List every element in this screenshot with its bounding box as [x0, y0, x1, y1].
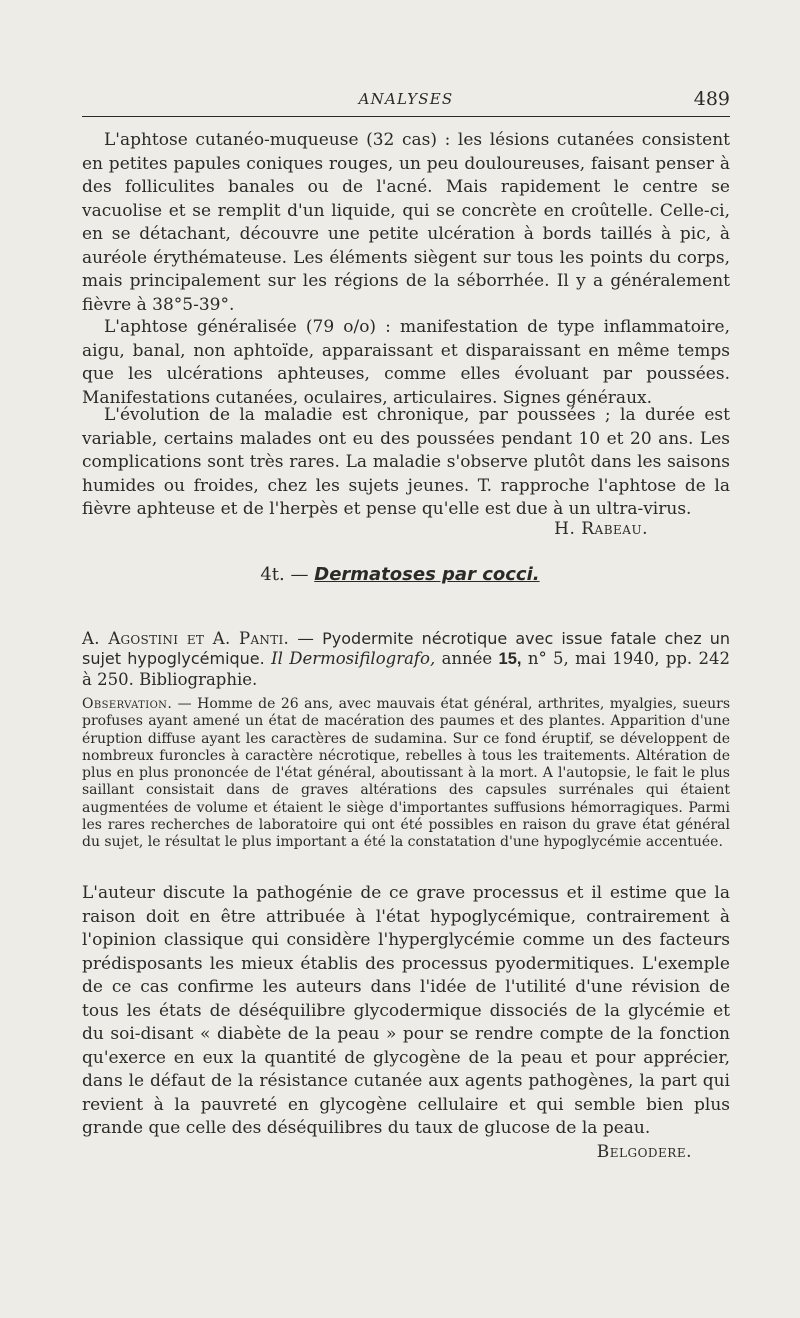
running-title: ANALYSES: [358, 90, 454, 108]
paragraph-aphtose-cutaneo-muqueuse: L'aphtose cutanéo-muqueuse (32 cas) : les lésions cutanées consistent en petites papules coniques rouges, un peu douloureuses, faisant penser à des folliculites banales ou de l'acné. Mais rapidement le centre se vacuolise et se remplit d'un liquide, qui se concrète en croûtelle. Celle-ci, en se détachant, découvre une petite ulcération à bords taillés à pic, à auréole érythémateuse. Les éléments siègent sur tous les points du corps, mais principalement sur les régions de la séborrhée. Il y a généralement fièvre à 38°5-39°.: [82, 130, 730, 315]
section-heading: [0, 564, 800, 585]
section-title: Dermatoses par cocci.: [314, 564, 540, 585]
reference-year-label: année: [441, 649, 493, 668]
paragraph-evolution: L'évolution de la maladie est chronique, par poussées ; la durée est variable, certains malades ont eu des poussées pendant 10 et 20 ans. Les complications sont très rares. La maladie s'observe plutôt dans les saisons humides ou froides, chez les sujets jeunes. T. rapproche l'aphtose de la fièvre aphteuse et de l'herpès et pense qu'elle est due à un ultra-virus.: [82, 405, 730, 519]
reference-authors: A. Agostini et A. Panti.: [82, 628, 290, 648]
signature-belgodere: Belgodere.: [596, 1141, 692, 1162]
reference-pages: pp. 242 à 250. Bibliographie.: [82, 649, 731, 689]
observation-text: — Homme de 26 ans, avec mauvais état général, arthrites, myalgies, sueurs profuses ayant amené un état de macération des paumes et des plantes. Apparition d'une éruption diffuse ayant les caractères de sudamina. Sur ce fond éruptif, se développent de nombreux furoncles à caractère nécrotique, rebelles à tous les traitements. Altération de plus en plus prononcée de l'état général, aboutissant à la mort. A l'autopsie, le fait le plus saillant consistait dans de graves altérations des capsules surrénales qui étaient augmentées de volume et étaient le siège d'importantes suffusions hémorragiques. Parmi les rares recherches de laboratoire qui ont été possibles en raison du grave état général du sujet, le résultat le plus important a été la constatation d'une hypoglycémie accentuée.: [82, 696, 730, 851]
section-dash: —: [290, 564, 309, 585]
page-header: [82, 88, 730, 112]
section-number: 4t.: [260, 564, 285, 585]
reference-volume: 15,: [498, 650, 522, 668]
observation-paragraph: [82, 696, 730, 852]
observation-lead: Observation.: [82, 696, 173, 712]
reference-dash: —: [297, 628, 314, 648]
paragraph-aphtose-generalisee: L'aphtose généralisée (79 o/o) : manifestation de type inflammatoire, aigu, banal, non aphtoïde, apparaissant et disparaissant en même temps que les ulcérations aphteuses, comme elles évoluant par poussées. Manifestations cutanées, oculaires, articulaires. Signes généraux.: [82, 317, 730, 408]
reference-article-title: Pyodermite nécrotique avec issue fatale chez un sujet hypoglycémique.: [82, 628, 731, 668]
reference-issue: n° 5, mai 1940,: [527, 649, 660, 668]
reference-journal: Il Dermosifilografo,: [271, 649, 436, 668]
bibliographic-reference: [82, 629, 730, 691]
page-number: 489: [693, 88, 730, 110]
header-rule: [82, 116, 730, 117]
discussion-paragraph: [82, 882, 730, 1164]
discussion-text: L'auteur discute la pathogénie de ce grave processus et il estime que la raison doit en être attribuée à l'état hypoglycémique, contrairement à l'opinion classique qui considère l'hyperglycémie comme un des facteurs prédisposants les mieux établis des processus pyodermitiques. L'exemple de ce cas confirme les auteurs dans l'idée de l'utilité d'une révision de tous les états de déséquilibre glycodermique dissociés de la glycémie et du soi-disant « diabète de la peau » pour se rendre compte de la fonction qu'exerce en eux la quantité de glycogène de la peau et pour apprécier, dans le défaut de la résistance cutanée aux agents pathogènes, la part qui revient à la pauvreté en glycogène cellulaire et qui semble bien plus grande que celle des déséquilibres du taux de glucose de la peau.: [82, 883, 730, 1138]
signature-rabeau: H. Rabeau.: [554, 519, 648, 539]
